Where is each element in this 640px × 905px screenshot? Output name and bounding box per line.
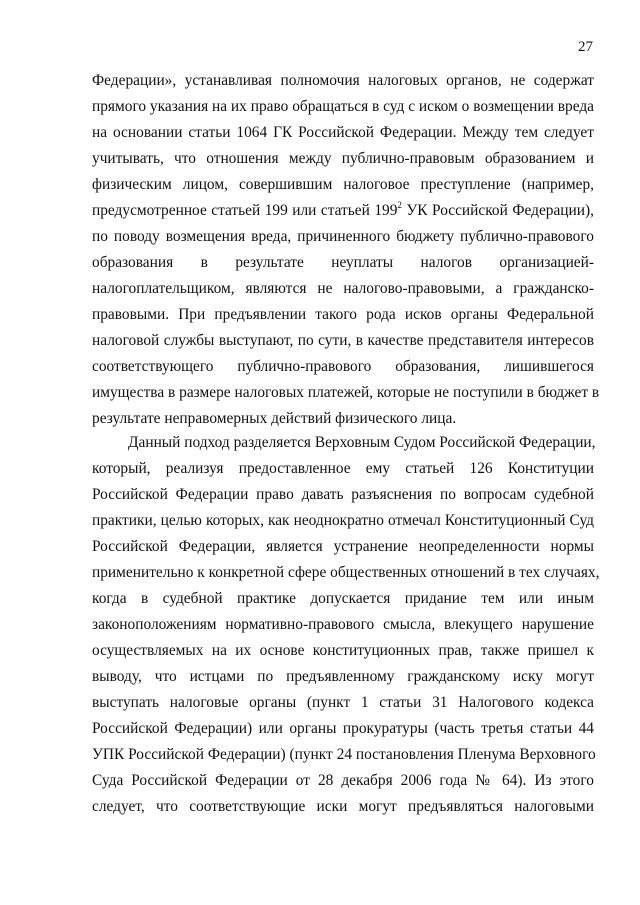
paragraph-line: когда в судебной практике допускается придание тем или иным [92,590,594,607]
superscript: 2 [397,200,402,210]
paragraph-line: на основании статьи 1064 ГК Российской Федерации. Между тем следует [92,124,594,141]
paragraph-line: осуществляемых на их основе конституционных прав, также пришел к [92,642,594,659]
paragraph-line-with-superscript [92,198,594,224]
paragraph-line: выступать налоговые органы (пункт 1 статьи 31 Налогового кодекса [92,694,594,711]
paragraph-line: физическим лицом, совершившим налоговое преступление (например, [92,176,594,193]
paragraph-line: следует, что соответствующие иски могут предъявляться налоговыми [92,798,594,815]
paragraph-line: УПК Российской Федерации) (пункт 24 постановления Пленума Верховного [92,746,596,763]
paragraph-line: соответствующего публично-правового образования, лишившегося [92,358,594,375]
paragraph-line: практики, целью которых, как неоднократно отмечал Конституционный Суд [92,512,594,529]
paragraph-line: правовыми. При предъявлении такого рода исков органы Федеральной [92,306,594,323]
paragraph-line: Российской Федерации, является устранение неопределенности нормы [92,538,594,555]
paragraph-line: налоговой службы выступают, по сути, в качестве представителя интересов [92,332,594,349]
paragraph-line: имущества в размере налоговых платежей, которые не поступили в бюджет в [92,384,600,401]
paragraph-line: Суда Российской Федерации от 28 декабря 2006 года № 64). Из этого [92,772,594,789]
paragraph-line: который, реализуя предоставленное ему статьей 126 Конституции [92,460,594,477]
paragraph-line: прямого указания на их право обращаться в суд с иском о возмещении вреда [92,98,594,115]
line-text-before: предусмотренное статьей 199 или статьей 199 [92,202,398,219]
paragraph-line: по поводу возмещения вреда, причиненного бюджету публично-правового [92,228,594,245]
page-number: 27 [578,39,593,55]
paragraph-line: применительно к конкретной сфере общественных отношений в тех случаях, [92,564,600,581]
paragraph-1 [92,68,600,432]
paragraph-line: результате неправомерных действий физического лица. [92,410,457,427]
paragraph-line: Российской Федерации право давать разъяснения по вопросам судебной [92,486,594,503]
paragraph-line: Федерации», устанавливая полномочия налоговых органов, не содержат [92,72,594,89]
paragraph-line: налогоплательщиком, являются не налогово-правовыми, а гражданско- [92,280,594,297]
paragraph-line: образования в результате неуплаты налогов организацией- [92,254,594,271]
paragraph-line: выводу, что истцами по предъявленному гражданскому иску могут [92,668,594,685]
paragraph-line: учитывать, что отношения между публично-правовым образованием и [92,150,594,167]
paragraph-line: Данный подход разделяется Верховным Судом Российской Федерации, [128,434,596,451]
line-text-after: УК Российской Федерации), [401,202,594,219]
paragraph-line: Российской Федерации) или органы прокуратуры (часть третья статьи 44 [92,720,594,737]
paragraph-line: законоположениям нормативно-правового смысла, влекущего нарушение [92,616,594,633]
paragraph-2 [92,430,600,820]
